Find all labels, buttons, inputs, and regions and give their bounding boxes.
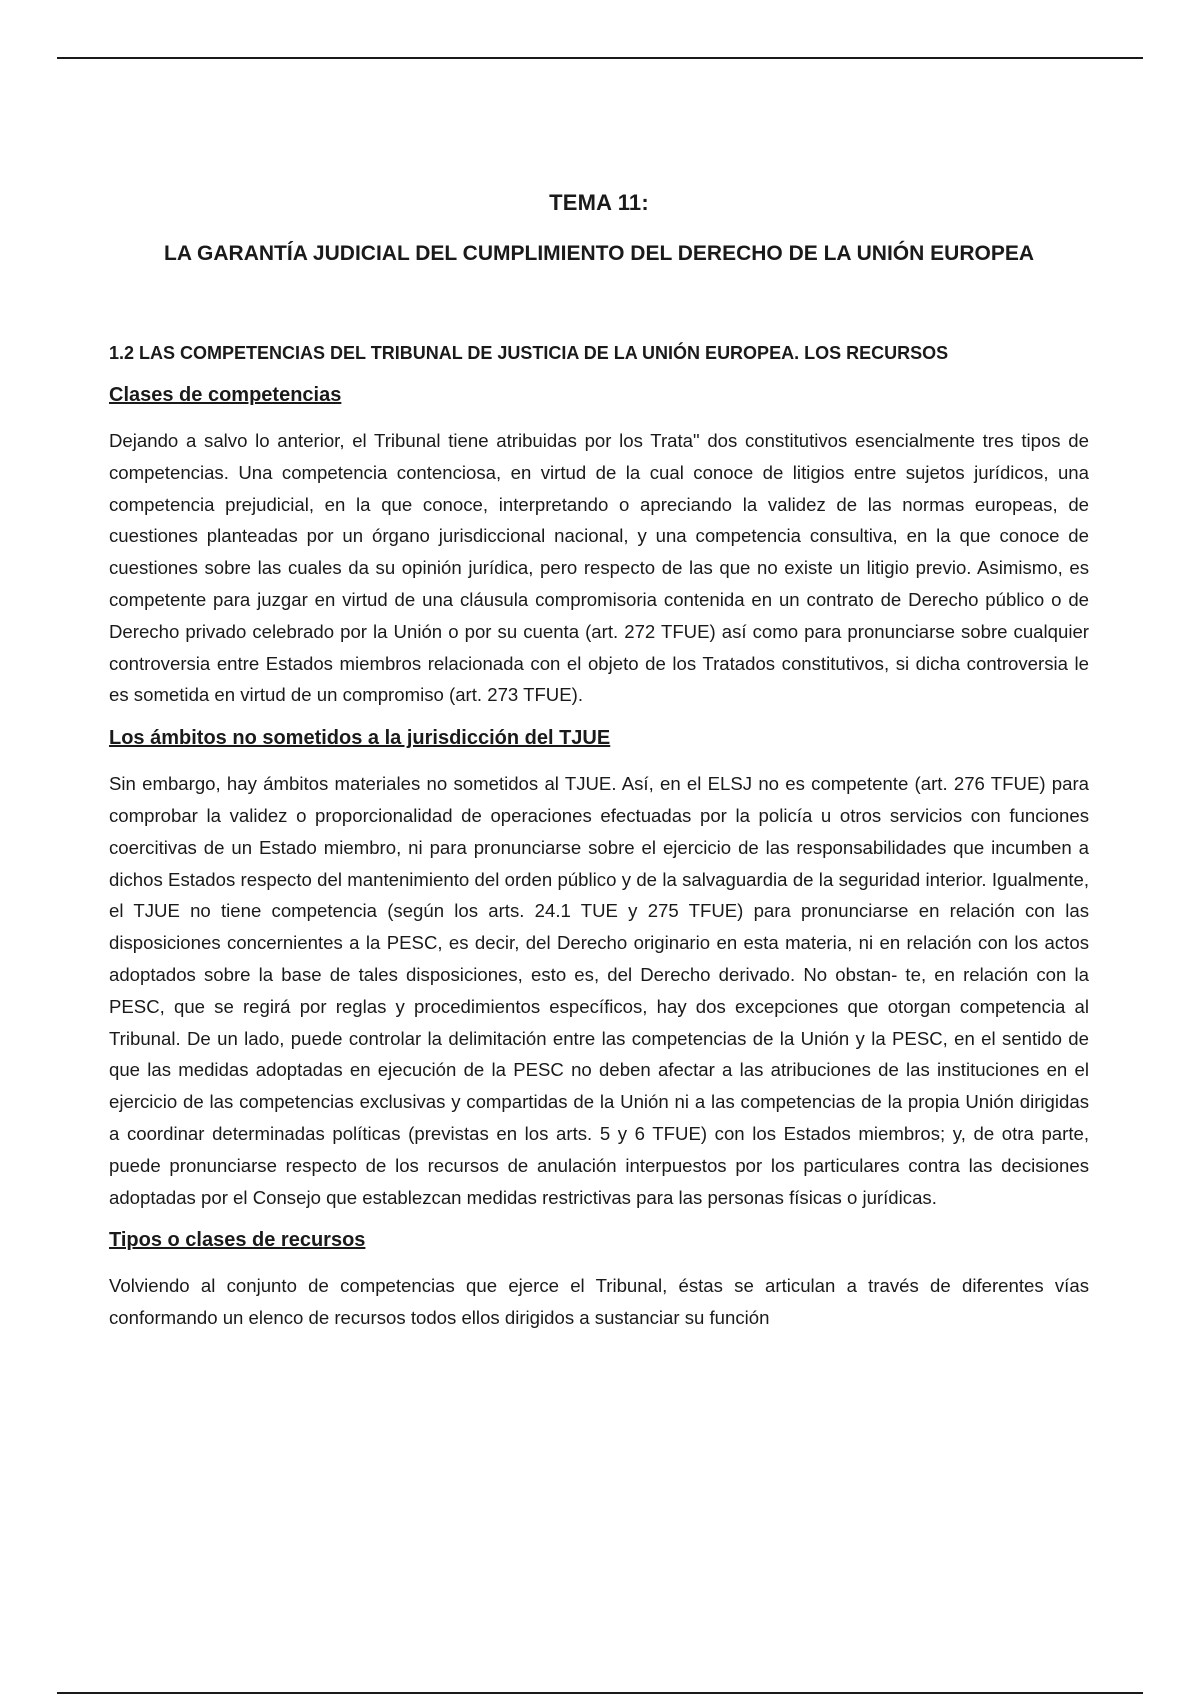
section-title: 1.2 LAS COMPETENCIAS DEL TRIBUNAL DE JUSTICIA DE LA UNIÓN EUROPEA. LOS RECURSOS [109,343,949,363]
document-body [109,190,1089,1350]
top-rule [57,57,1143,59]
paragraph-ambitos-no-sometidos: Sin embargo, hay ámbitos materiales no sometidos al TJUE. Así, en el ELSJ no es competente (art. 276 TFUE) para comprobar la validez o proporcionalidad de operaciones efectuadas por la policía u otros servicios con funciones coercitivas de un Estado miembro, ni para pronunciarse sobre el ejercicio de las responsabilidades que incumben a dichos Estados respecto del mantenimiento del orden público y de la salvaguardia de la seguridad interior. Igualmente, el TJUE no tiene competencia (según los arts. 24.1 TUE y 275 TFUE) para pronunciarse en relación con las disposiciones concernientes a la PESC, es decir, del Derecho originario en esta materia, ni en relación con los actos adoptados sobre la base de tales disposiciones, esto es, del Derecho derivado. No obstan- te, en relación con la PESC, que se regirá por reglas y procedimientos específicos, hay dos excepciones que otorgan competencia al Tribunal. De un lado, puede controlar la delimitación entre las competencias de la Unión y la PESC, en el sentido de que las medidas adoptadas en ejecución de la PESC no deben afectar a las atribuciones de las instituciones en el ejercicio de las competencias exclusivas y compartidas de la Unión ni a las competencias de la propia Unión dirigidas a coordinar determinadas políticas (previstas en los arts. 5 y 6 TFUE) con los Estados miembros; y, de otra parte, puede pronunciarse respecto de los recursos de anulación interpuestos por los particulares contra las decisiones adoptadas por el Consejo que establezcan medidas restrictivas para las personas físicas o jurídicas. [109,773,1089,1208]
subheading-tipos-de-recursos: Tipos o clases de recursos [109,1229,366,1252]
paragraph-tipos-de-recursos: Volviendo al conjunto de competencias que ejerce el Tribunal, éstas se articulan a través de diferentes vías conformando un elenco de recursos todos ellos dirigidos a sustanciar su función [109,1275,1089,1329]
tema-heading: TEMA 11: [549,190,649,215]
subheading-ambitos-no-sometidos: Los ámbitos no sometidos a la jurisdicción del TJUE [109,727,611,750]
page-title: LA GARANTÍA JUDICIAL DEL CUMPLIMIENTO DEL DERECHO DE LA UNIÓN EUROPEA [164,242,1034,265]
bottom-rule [57,1692,1143,1694]
paragraph-clases-de-competencias: Dejando a salvo lo anterior, el Tribunal tiene atribuidas por los Trata" dos constitutivos esencialmente tres tipos de competencias. Una competencia contenciosa, en virtud de la cual conoce de litigios entre sujetos jurídicos, una competencia prejudicial, en la que conoce, interpretando o apreciando la validez de las normas europeas, de cuestiones planteadas por un órgano jurisdiccional nacional, y una competencia consultiva, en la que conoce de cuestiones sobre las cuales da su opinión jurídica, pero respecto de las que no existe un litigio previo. Asimismo, es competente para juzgar en virtud de una cláusula compromisoria contenida en un contrato de Derecho público o de Derecho privado celebrado por la Unión o por su cuenta (art. 272 TFUE) así como para pronunciarse sobre cualquier controversia entre Estados miembros relacionada con el objeto de los Tratados constitutivos, si dicha controversia le es sometida en virtud de un compromiso (art. 273 TFUE). [109,430,1089,706]
subheading-clases-de-competencias: Clases de competencias [109,384,342,406]
